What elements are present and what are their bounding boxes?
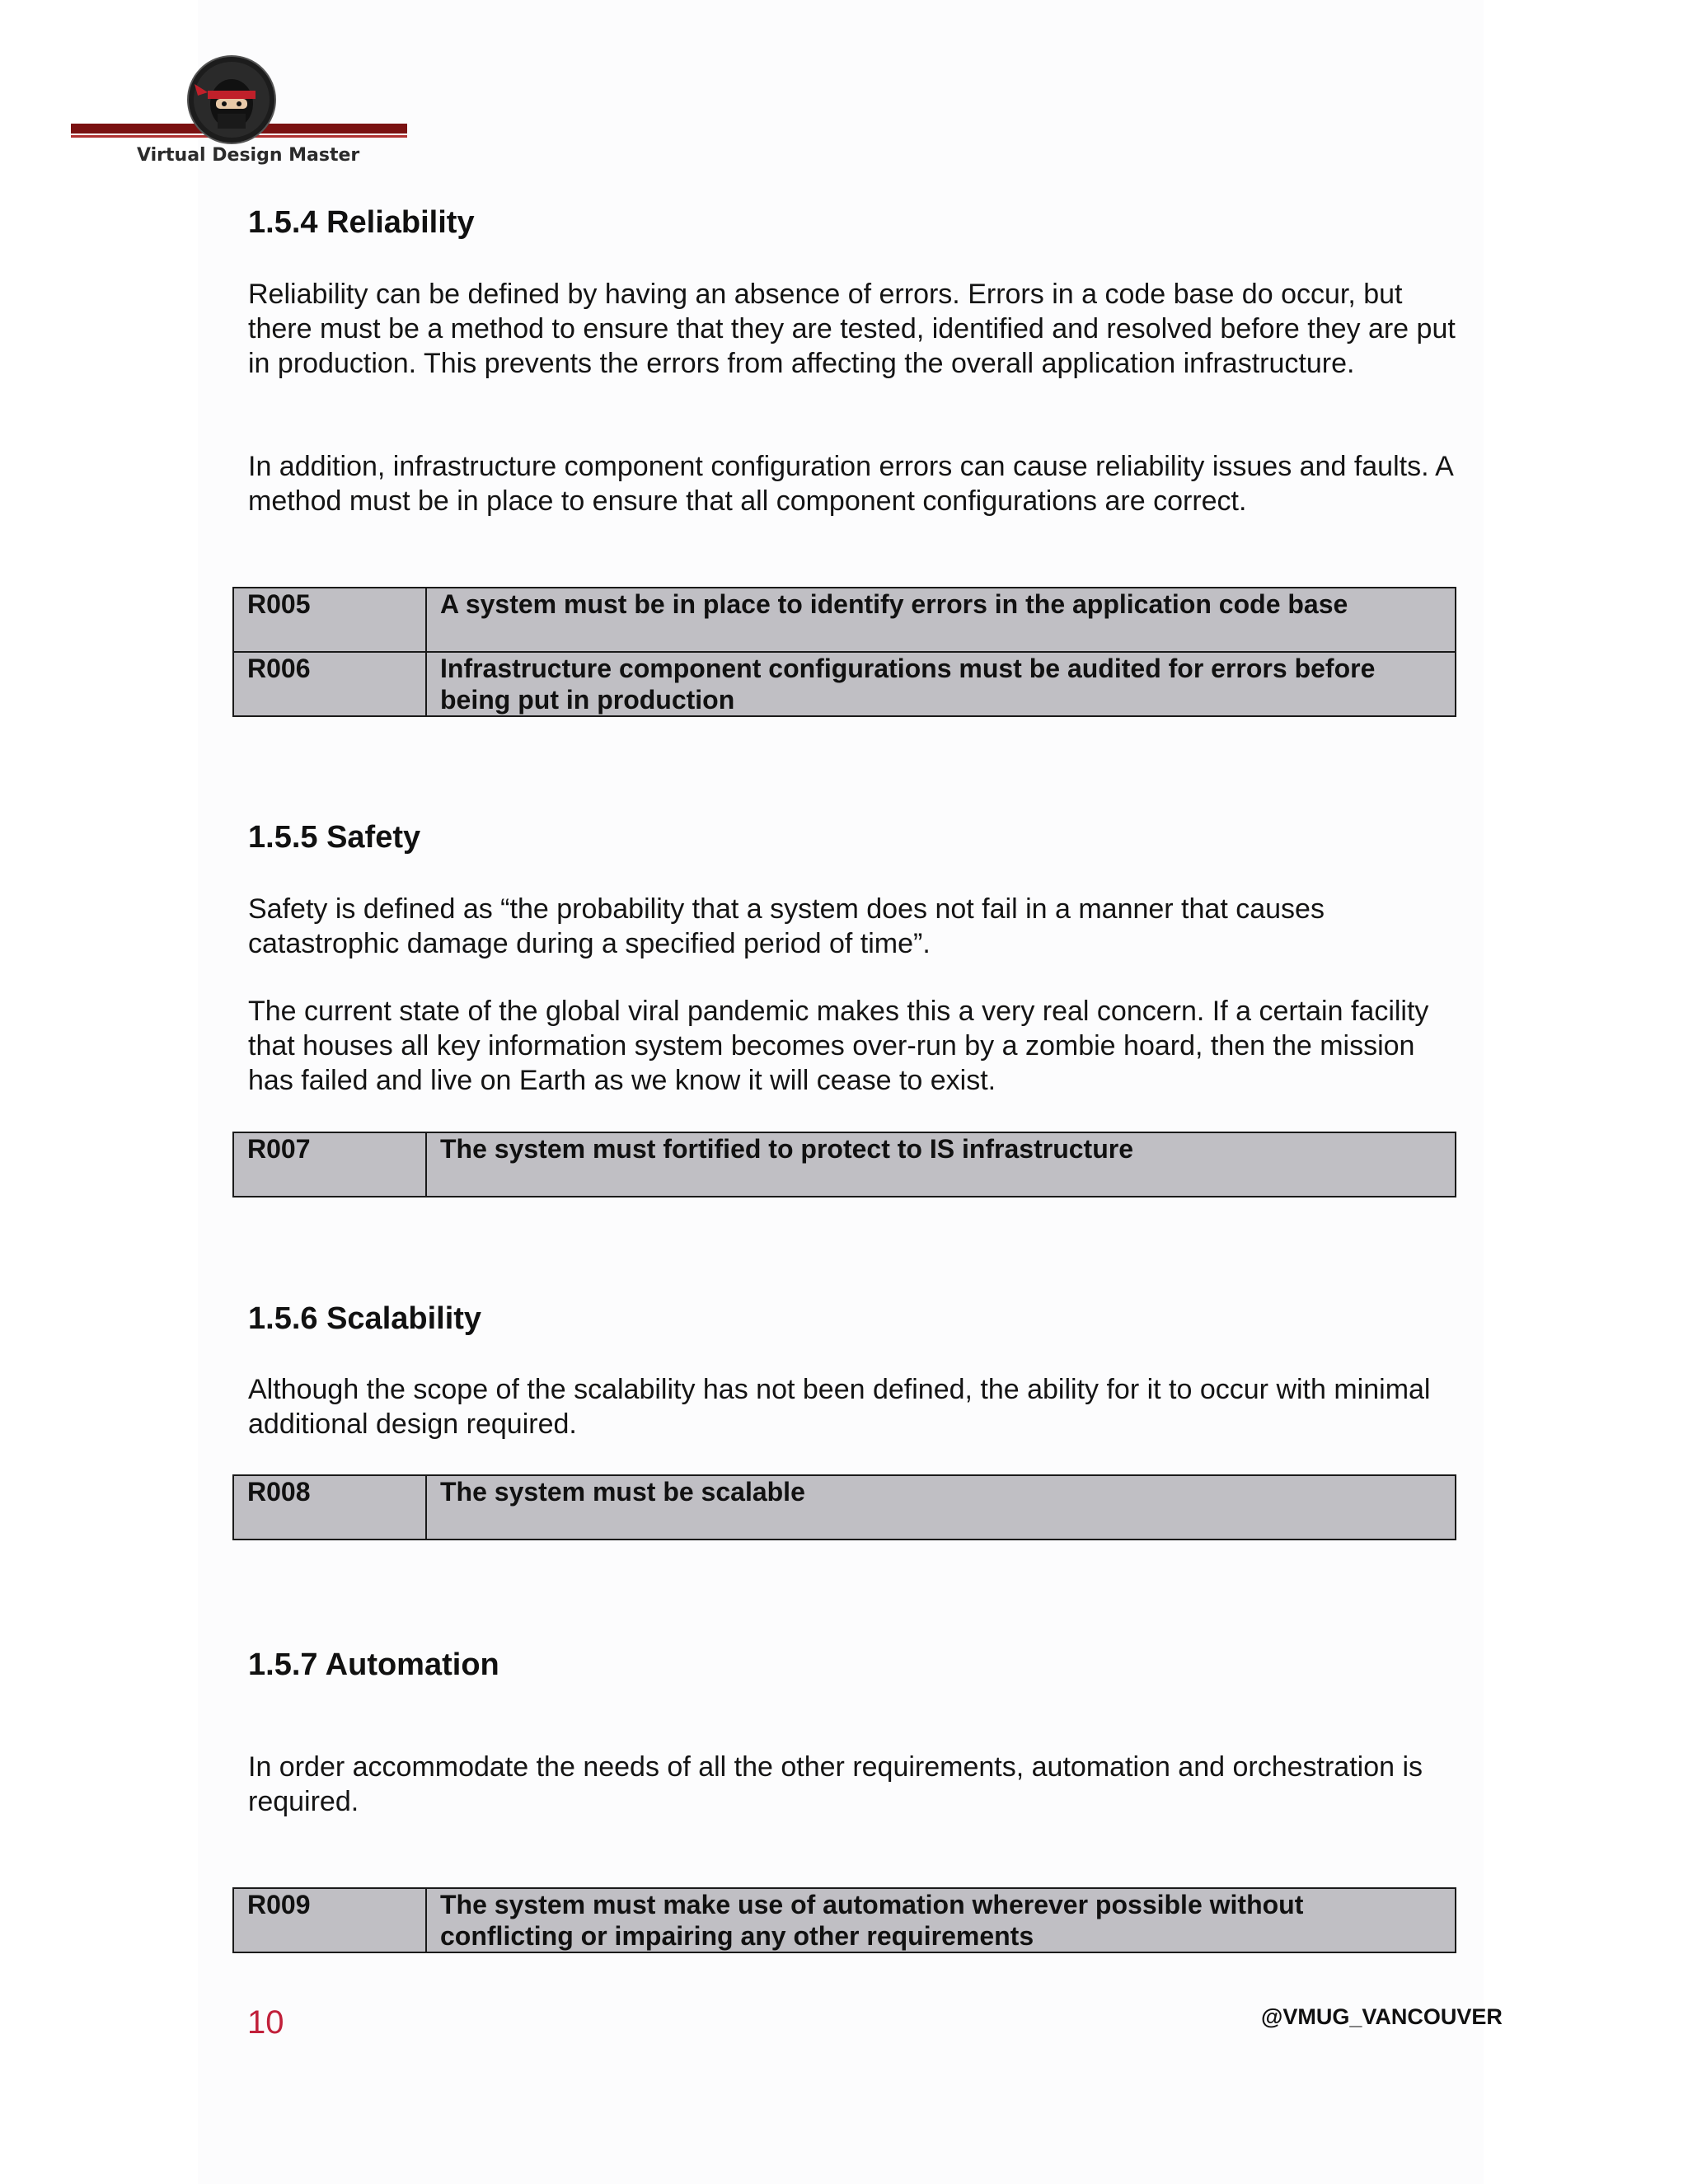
safety-paragraph-1 [248, 892, 1460, 961]
table-row [233, 1475, 1456, 1540]
paragraph: In order accommodate the needs of all the other requirements, automation and orchestration is required. [248, 1751, 1423, 1817]
paragraph: In addition, infrastructure component configuration errors can cause reliability issues and faults. A method must be in place to ensure that all component configurations are correct. [248, 451, 1452, 517]
paragraph: Safety is defined as “the probability that a system does not fail in a manner that causes catastrophic damage during a specified period of time”. [248, 893, 1325, 959]
section-automation [248, 1647, 1460, 1683]
requirement-id: R006 [233, 652, 426, 716]
footer-twitter-handle: @VMUG_VANCOUVER [1261, 2004, 1503, 2029]
virtual-design-master-logo [71, 51, 409, 175]
section-heading: 1.5.6 Scalability [248, 1301, 482, 1336]
section-reliability [248, 204, 1460, 241]
requirement-id: R008 [233, 1475, 426, 1540]
requirement-id: R005 [233, 588, 426, 652]
paragraph: The current state of the global viral pandemic makes this a very real concern. If a certain facility that houses all key information system becomes over-run by a zombie hoard, then the mission has failed and live on Earth as we know it will cease to exist. [248, 996, 1429, 1096]
table-row [233, 1132, 1456, 1197]
requirement-text: Infrastructure component configurations must be audited for errors before being put in production [426, 652, 1456, 716]
ninja-logo-icon [186, 54, 277, 145]
requirement-text: The system must make use of automation wherever possible without conflicting or impairing any other requirements [426, 1888, 1456, 1952]
requirement-id: R009 [233, 1888, 426, 1952]
section-heading: 1.5.4 Reliability [248, 205, 475, 240]
table-row [233, 1888, 1456, 1952]
automation-paragraph-1 [248, 1750, 1460, 1819]
section-heading: 1.5.7 Automation [248, 1647, 499, 1682]
requirements-table-safety [232, 1132, 1456, 1197]
section-safety [248, 819, 1460, 855]
table-row [233, 652, 1456, 716]
requirement-id: R007 [233, 1132, 426, 1197]
reliability-paragraph-1 [248, 277, 1460, 381]
paragraph: Reliability can be defined by having an absence of errors. Errors in a code base do occur, but there must be a method to ensure that they are tested, identified and resolved before they are put in production. This prevents the errors from affecting the overall application infrastructure. [248, 279, 1456, 379]
section-heading: 1.5.5 Safety [248, 820, 421, 855]
paragraph: Although the scope of the scalability has not been defined, the ability for it to occur with minimal additional design required. [248, 1374, 1431, 1440]
requirements-table-reliability [232, 587, 1456, 717]
reliability-paragraph-2 [248, 449, 1460, 518]
page-number: 10 [247, 2004, 284, 2041]
requirement-text: A system must be in place to identify errors in the application code base [426, 588, 1456, 652]
safety-paragraph-2 [248, 994, 1460, 1098]
logo-text: Virtual Design Master [137, 145, 360, 166]
requirement-text: The system must be scalable [426, 1475, 1456, 1540]
scalability-paragraph-1 [248, 1372, 1460, 1441]
requirements-table-automation [232, 1887, 1456, 1953]
section-scalability [248, 1301, 1460, 1337]
requirement-text: The system must fortified to protect to IS infrastructure [426, 1132, 1456, 1197]
requirements-table-scalability [232, 1474, 1456, 1540]
table-row [233, 588, 1456, 652]
